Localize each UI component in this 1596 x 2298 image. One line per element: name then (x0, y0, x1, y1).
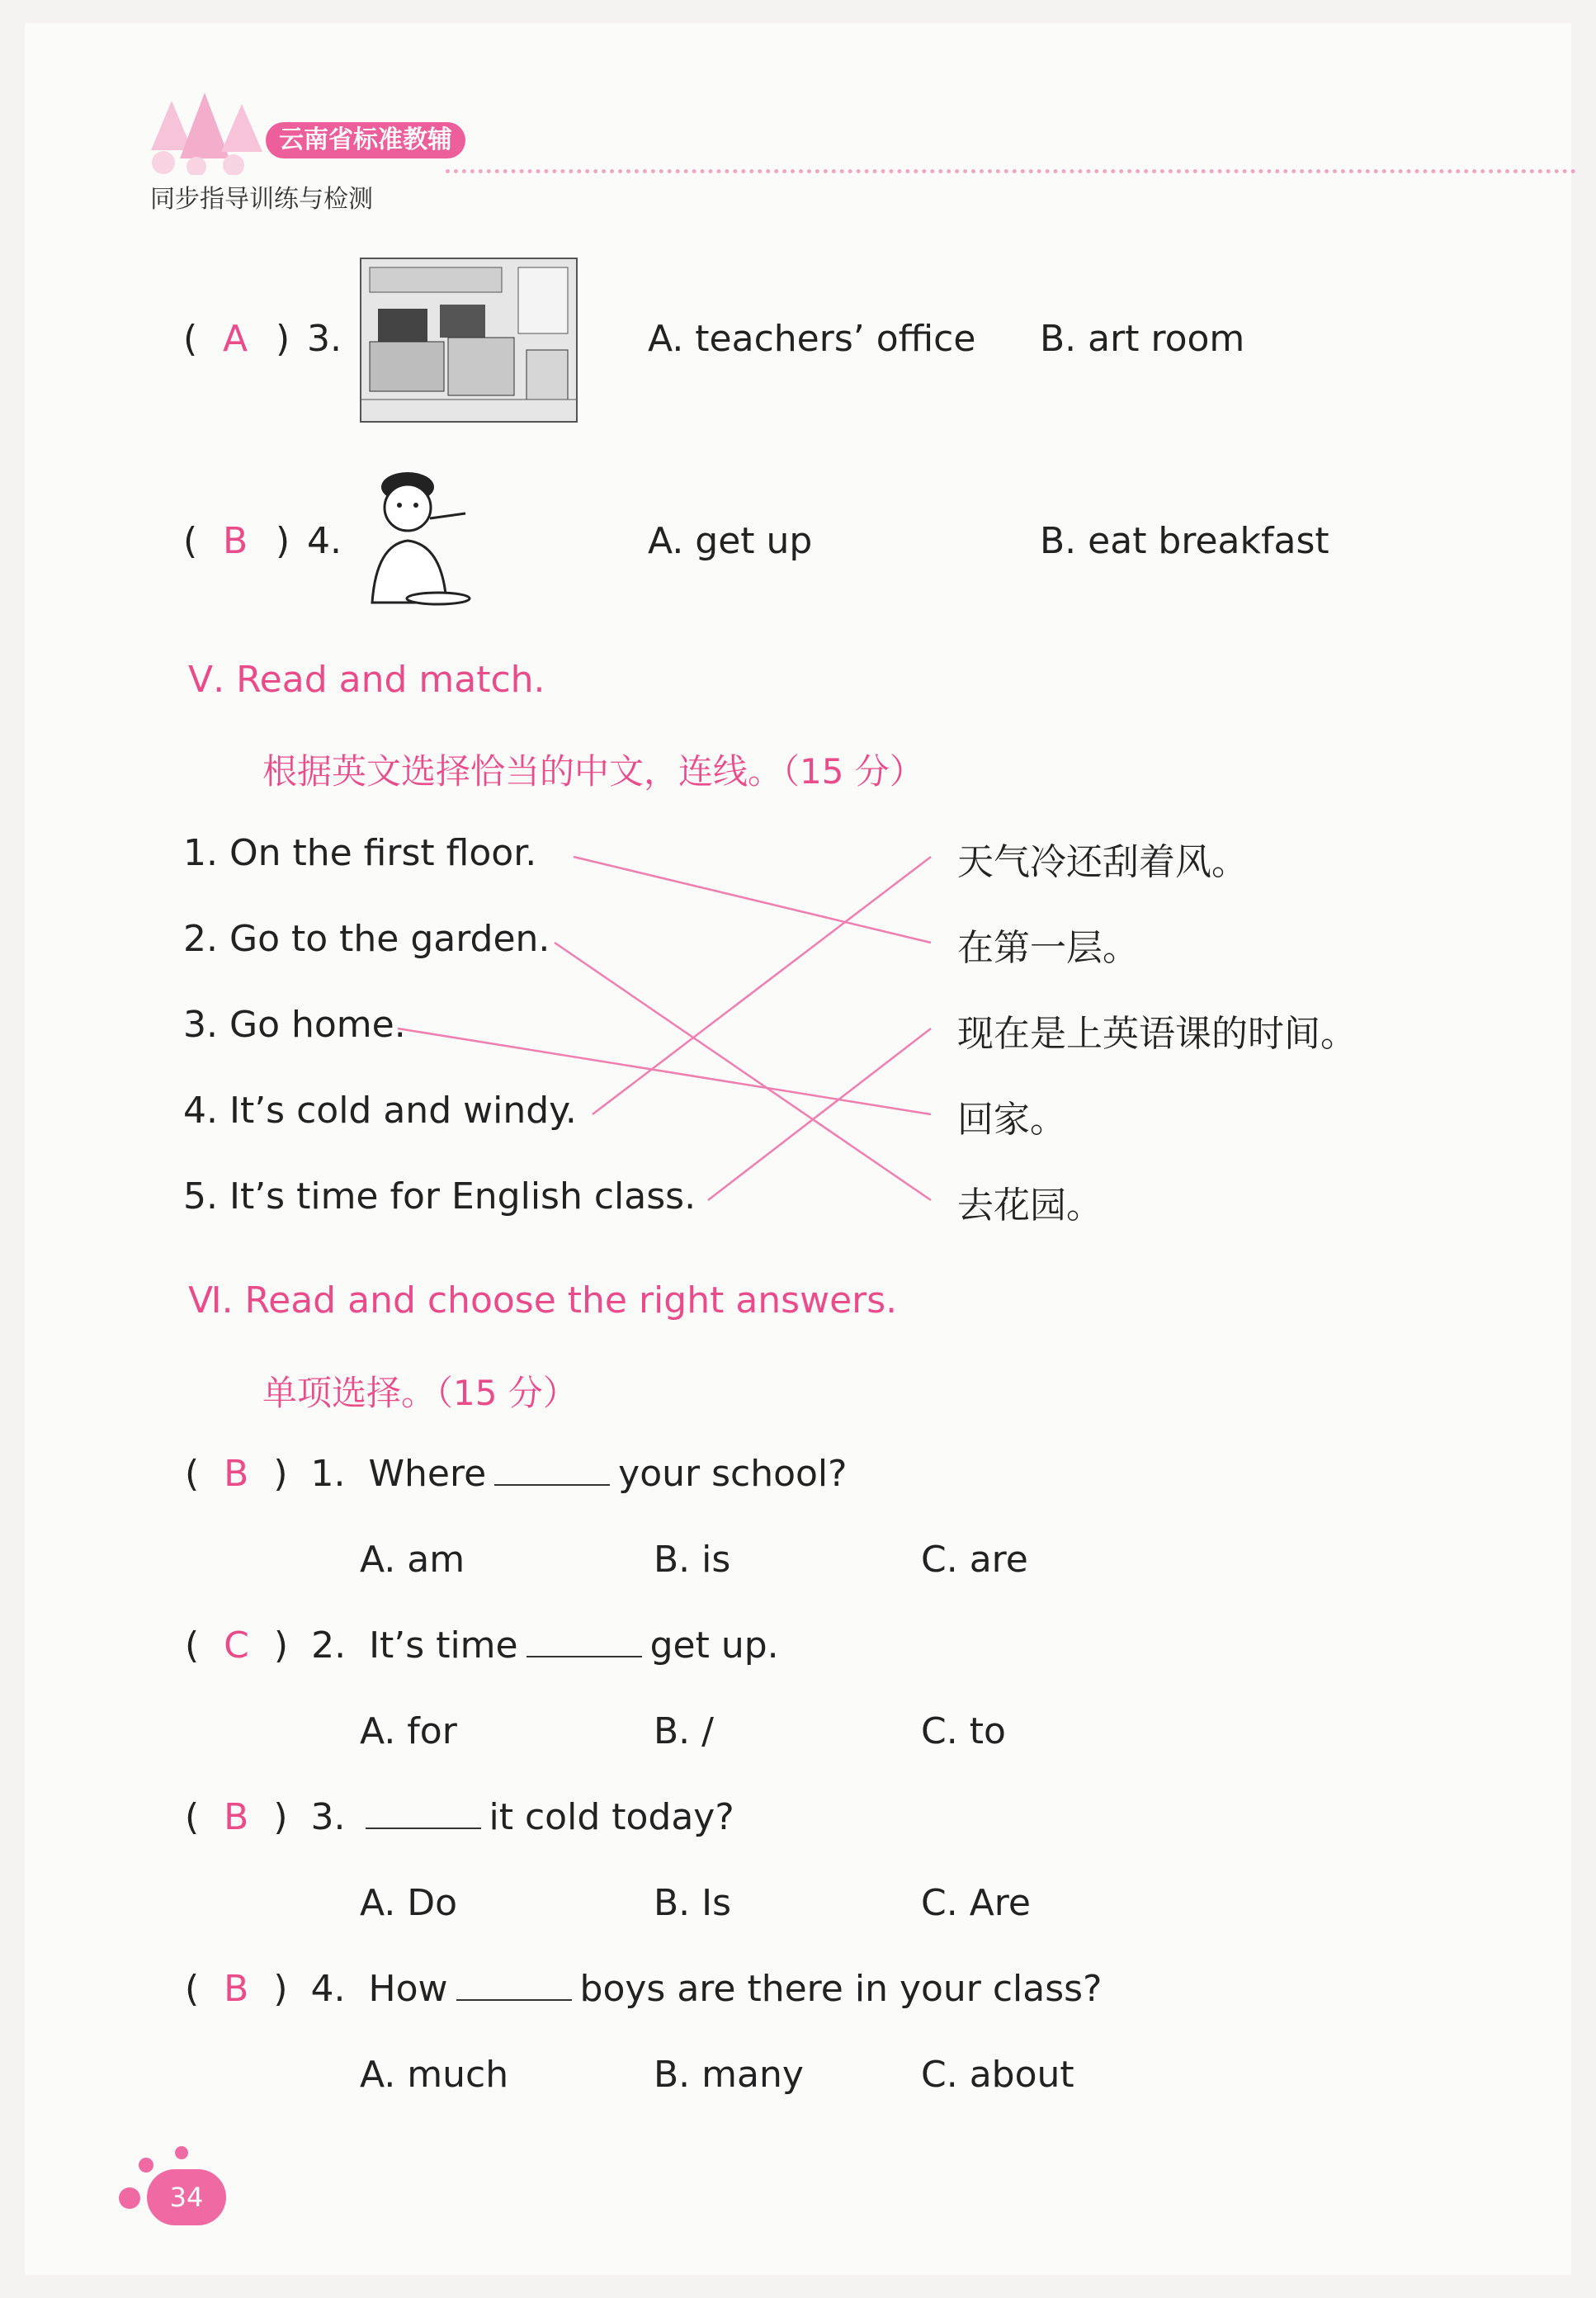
section-heading: Ⅴ. Read and match. (188, 659, 545, 701)
match-right-item-4: 回家。 (957, 1099, 1066, 1141)
answer-blank (366, 1798, 481, 1829)
option-a: A. get up (648, 520, 813, 562)
question-answer: A (223, 318, 248, 360)
mcq-stem-before: Where (368, 1453, 487, 1495)
mcq-answer: B (224, 1968, 249, 2010)
mcq-3: ( B ) 3. it cold today? (185, 1796, 734, 1838)
mcq-stem-before: How (368, 1968, 448, 2010)
mcq-number: 4. (310, 1968, 346, 2010)
mcq-3-option-c: C. Are (921, 1882, 1031, 1924)
option-a: A. teachers’ office (648, 318, 976, 360)
mcq-4: ( B ) 4. How boys are there in your class? (185, 1968, 1103, 2010)
mcq-stem-after: it cold today? (489, 1796, 734, 1838)
option-b: B. art room (1040, 318, 1245, 360)
match-line (708, 1028, 931, 1200)
mcq-4-option-b: B. many (654, 2054, 804, 2096)
mcq-number: 2. (311, 1624, 347, 1667)
section-heading: Ⅵ. Read and choose the right answers. (188, 1279, 898, 1322)
match-left-item-3: 3. Go home. (183, 1004, 406, 1046)
section-instruction: 根据英文选择恰当的中文，连线。（15 分） (262, 751, 924, 792)
match-left-item-5: 5. It’s time for English class. (183, 1175, 696, 1218)
mcq-3-option-a: A. Do (360, 1882, 458, 1924)
mcq-2-option-a: A. for (360, 1710, 457, 1752)
section-instruction: 单项选择。（15 分） (262, 1373, 578, 1413)
mcq-stem-before: It’s time (369, 1624, 518, 1667)
match-right-item-1: 天气冷还刮着风。 (957, 841, 1248, 883)
mcq-3-option-b: B. Is (654, 1882, 732, 1924)
match-line (574, 857, 931, 943)
mcq-stem-after: your school? (618, 1453, 848, 1495)
mcq-1-option-a: A. am (360, 1539, 465, 1581)
answer-blank (494, 1454, 610, 1486)
decor-dot (119, 2187, 140, 2209)
mcq-2-option-c: C. to (921, 1710, 1006, 1752)
answer-blank (526, 1626, 642, 1657)
question-close-paren: ) (276, 318, 290, 360)
question-number: 3. (307, 318, 342, 360)
question-answer: B (223, 520, 248, 562)
series-title: 云南省标准教辅 (266, 122, 465, 158)
match-line (398, 1028, 931, 1114)
mcq-4-option-c: C. about (921, 2054, 1074, 2096)
match-left-item-4: 4. It’s cold and windy. (183, 1090, 577, 1132)
mcq-number: 1. (310, 1453, 346, 1495)
mcq-1-option-c: C. are (921, 1539, 1028, 1581)
mcq-1-option-b: B. is (654, 1539, 731, 1581)
match-right-item-5: 去花园。 (957, 1184, 1103, 1227)
answer-blank (456, 1969, 572, 2001)
question-open-paren: ( (183, 520, 198, 562)
decor-dot (139, 2158, 153, 2173)
page-number: 34 (147, 2169, 226, 2225)
mcq-2-option-b: B. / (654, 1710, 714, 1752)
match-right-item-2: 在第一层。 (957, 927, 1139, 969)
mcq-4-option-a: A. much (360, 2054, 509, 2096)
match-left-item-2: 2. Go to the garden. (183, 918, 550, 960)
mcq-number: 3. (310, 1796, 346, 1838)
match-line (593, 857, 931, 1114)
question-number: 4. (307, 520, 342, 562)
match-left-item-1: 1. On the first floor. (183, 832, 537, 874)
mcq-2: ( C ) 2. It’s time get up. (185, 1624, 779, 1667)
question-open-paren: ( (183, 318, 198, 360)
mcq-answer: B (224, 1796, 249, 1838)
mcq-answer: C (224, 1624, 249, 1667)
mcq-stem-after: boys are there in your class? (579, 1968, 1103, 2010)
mcq-stem-after: get up. (649, 1624, 779, 1667)
match-right-item-3: 现在是上英语课的时间。 (957, 1013, 1357, 1055)
question-close-paren: ) (276, 520, 290, 562)
mcq-1: ( B ) 1. Where your school? (185, 1453, 848, 1495)
series-subtitle: 同步指导训练与检测 (150, 185, 373, 214)
option-b: B. eat breakfast (1040, 520, 1329, 562)
mcq-answer: B (224, 1453, 249, 1495)
decor-dot (175, 2146, 188, 2159)
